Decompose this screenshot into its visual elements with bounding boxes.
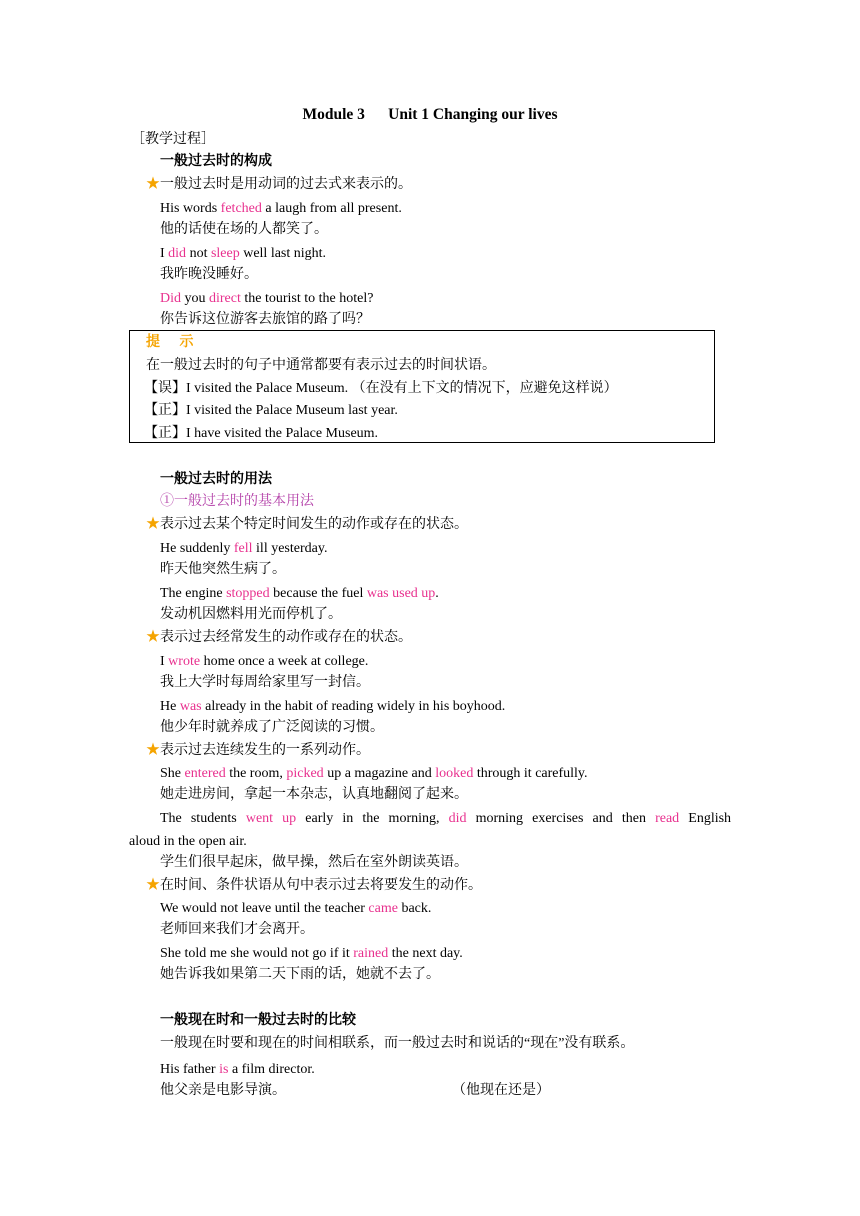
usage-point: ★表示过去连续发生的一系列动作。 bbox=[146, 743, 370, 758]
example-en: Did you direct the tourist to the hotel? bbox=[160, 291, 374, 306]
example-note: （他现在还是） bbox=[452, 1083, 550, 1098]
teaching-process-label: ［教学过程］ bbox=[131, 132, 215, 147]
usage-point: ★表示过去某个特定时间发生的动作或存在的状态。 bbox=[146, 517, 468, 532]
tip-line: 【误】I visited the Palace Museum. （在没有上下文的情况下，应避免这样说） bbox=[144, 381, 618, 396]
example-zh: 他父亲是电影导演。 bbox=[160, 1083, 286, 1098]
example-en: His words fetched a laugh from all present. bbox=[160, 201, 402, 216]
example-en-continued: aloud in the open air. bbox=[129, 834, 247, 849]
star-icon: ★ bbox=[146, 517, 160, 532]
star-icon: ★ bbox=[146, 177, 160, 192]
example-en: The engine stopped because the fuel was used up. bbox=[160, 586, 439, 601]
example-zh: 他的话使在场的人都笑了。 bbox=[160, 222, 328, 237]
example-zh: 昨天他突然生病了。 bbox=[160, 562, 286, 577]
example-en: He suddenly fell ill yesterday. bbox=[160, 541, 328, 556]
star-icon: ★ bbox=[146, 630, 160, 645]
example-zh: 我上大学时每周给家里写一封信。 bbox=[160, 675, 370, 690]
usage-point: ★在时间、条件状语从句中表示过去将要发生的动作。 bbox=[146, 878, 482, 893]
example-en: We would not leave until the teacher came back. bbox=[160, 901, 432, 916]
example-zh: 发动机因燃料用光而停机了。 bbox=[160, 607, 342, 622]
example-zh: 她走进房间，拿起一本杂志，认真地翻阅了起来。 bbox=[160, 787, 468, 802]
star-icon: ★ bbox=[146, 878, 160, 893]
example-en: The students went up early in the morning, did morning exercises and then read English bbox=[160, 811, 732, 826]
tip-heading: 提 示 bbox=[146, 335, 202, 350]
tip-line: 【正】I visited the Palace Museum last year. bbox=[144, 403, 398, 418]
example-en: I wrote home once a week at college. bbox=[160, 654, 369, 669]
tip-line: 在一般过去时的句子中通常都要有表示过去的时间状语。 bbox=[146, 358, 496, 373]
example-en: He was already in the habit of reading widely in his boyhood. bbox=[160, 699, 506, 714]
example-zh: 学生们很早起床，做早操，然后在室外朗读英语。 bbox=[160, 855, 468, 870]
formation-heading: 一般过去时的构成 bbox=[160, 154, 272, 169]
example-en: She entered the room, picked up a magazine and looked through it carefully. bbox=[160, 766, 588, 781]
tip-line: 【正】I have visited the Palace Museum. bbox=[144, 426, 379, 441]
usage-heading: 一般过去时的用法 bbox=[160, 472, 272, 487]
compare-heading: 一般现在时和一般过去时的比较 bbox=[160, 1013, 356, 1028]
compare-text: 一般现在时要和现在的时间相联系，而一般过去时和说话的“现在”没有联系。 bbox=[160, 1036, 635, 1051]
example-zh: 你告诉这位游客去旅馆的路了吗？ bbox=[160, 312, 370, 327]
example-zh: 她告诉我如果第二天下雨的话，她就不去了。 bbox=[160, 967, 440, 982]
page-title: Module 3 Unit 1 Changing our lives bbox=[302, 106, 558, 123]
example-zh: 他少年时就养成了广泛阅读的习惯。 bbox=[160, 720, 384, 735]
example-en: She told me she would not go if it rained the next day. bbox=[160, 946, 463, 961]
usage-subheading: ①一般过去时的基本用法 bbox=[160, 494, 314, 509]
usage-point: ★表示过去经常发生的动作或存在的状态。 bbox=[146, 630, 412, 645]
example-zh: 我昨晚没睡好。 bbox=[160, 267, 258, 282]
example-en: I did not sleep well last night. bbox=[160, 246, 327, 261]
example-zh: 老师回来我们才会离开。 bbox=[160, 922, 314, 937]
star-icon: ★ bbox=[146, 743, 160, 758]
formation-point: ★一般过去时是用动词的过去式来表示的。 bbox=[146, 177, 412, 192]
example-en: His father is a film director. bbox=[160, 1062, 315, 1077]
